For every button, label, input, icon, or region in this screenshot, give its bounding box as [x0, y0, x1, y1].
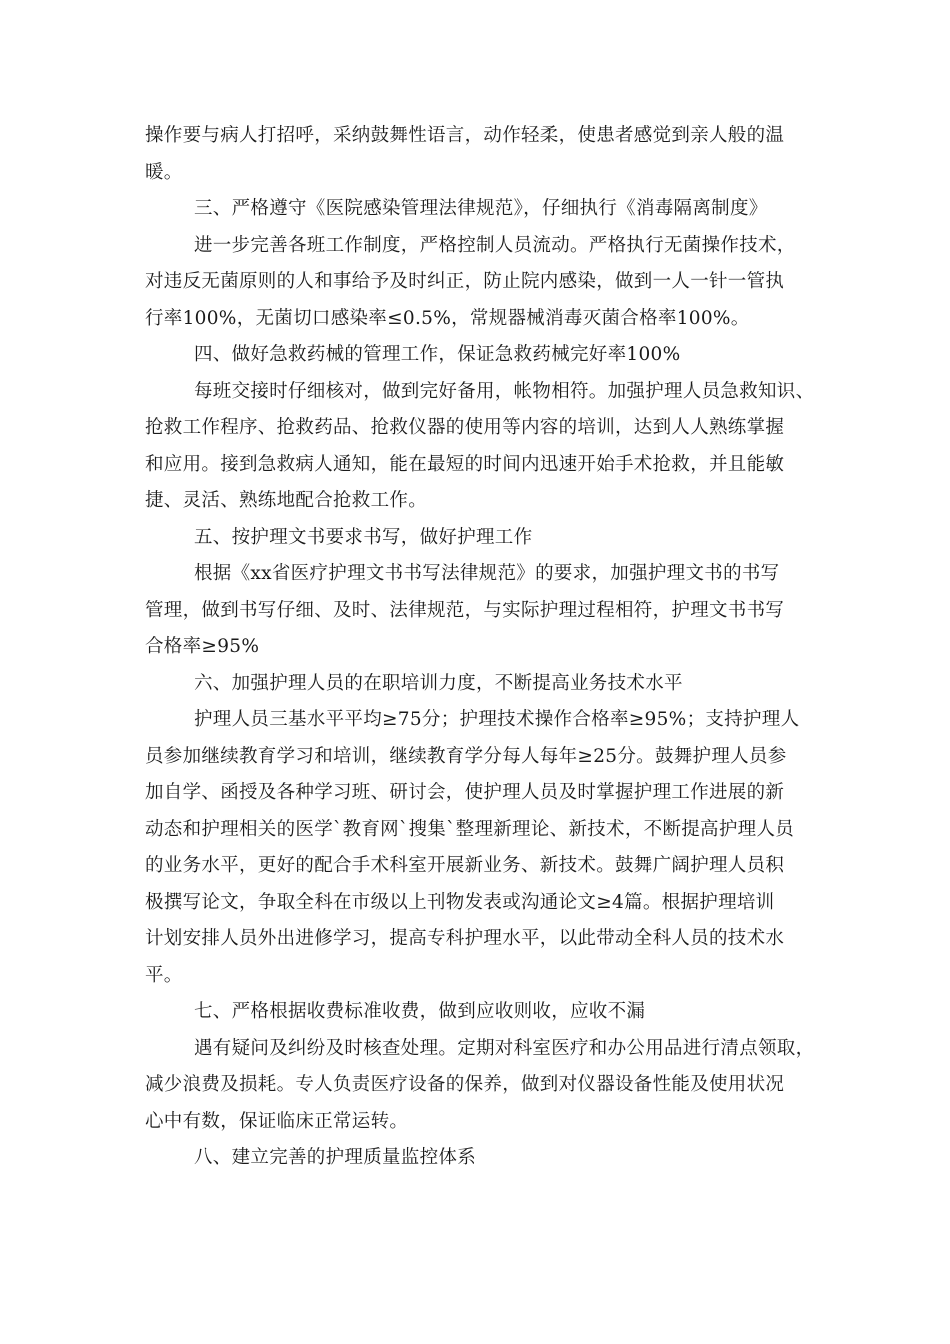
section-heading-7: 七、严格根据收费标准收费，做到应收则收，应收不漏: [194, 1001, 646, 1022]
text-line: 的业务水平，更好的配合手术科室开展新业务、新技术。鼓舞广阔护理人员积: [145, 855, 785, 876]
text-line: 动态和护理相关的医学`教育网`搜集`整理新理论、新技术，不断提高护理人员: [145, 819, 795, 840]
section-heading-4: 四、做好急救药械的管理工作，保证急救药械完好率100%: [194, 344, 681, 365]
text-line: 心中有数，保证临床正常运转。: [145, 1111, 409, 1132]
text-line: 和应用。接到急救病人通知，能在最短的时间内迅速开始手术抢救，并且能敏: [145, 454, 785, 475]
text-line: 减少浪费及损耗。专人负责医疗设备的保养，做到对仪器设备性能及使用状况: [145, 1074, 785, 1095]
text-line: 遇有疑问及纠纷及时核查处理。定期对科室医疗和办公用品进行清点领取，: [194, 1038, 815, 1059]
section-heading-3: 三、严格遵守《医院感染管理法律规范》，仔细执行《消毒隔离制度》: [194, 198, 768, 219]
text-line: 行率100%，无菌切口感染率≤0.5%，常规器械消毒灭菌合格率100%。: [145, 308, 750, 329]
text-line: 计划安排人员外出进修学习，提高专科护理水平，以此带动全科人员的技术水: [145, 928, 785, 949]
text-line: 每班交接时仔细核对，做到完好备用，帐物相符。加强护理人员急救知识、: [194, 381, 815, 402]
text-line: 根据《xx省医疗护理文书书写法律规范》的要求，加强护理文书的书写: [194, 563, 780, 584]
text-line: 加自学、函授及各种学习班、研讨会，使护理人员及时掌握护理工作进展的新: [145, 782, 785, 803]
text-line: 进一步完善各班工作制度，严格控制人员流动。严格执行无菌操作技术，: [194, 235, 796, 256]
text-line: 操作要与病人打招呼，采纳鼓舞性语言，动作轻柔，使患者感觉到亲人般的温: [145, 125, 785, 146]
text-line: 管理，做到书写仔细、及时、法律规范，与实际护理过程相符，护理文书书写: [145, 600, 785, 621]
text-line: 捷、灵活、熟练地配合抢救工作。: [145, 490, 428, 511]
section-heading-6: 六、加强护理人员的在职培训力度，不断提高业务技术水平: [194, 673, 683, 694]
text-line: 员参加继续教育学习和培训，继续教育学分每人每年≥25分。鼓舞护理人员参: [145, 746, 787, 767]
text-line: 平。: [145, 965, 183, 986]
text-line: 极撰写论文，争取全科在市级以上刊物发表或沟通论文≥4篇。根据护理培训: [145, 892, 775, 913]
text-line: 抢救工作程序、抢救药品、抢救仪器的使用等内容的培训，达到人人熟练掌握: [145, 417, 785, 438]
text-line: 合格率≥95%: [145, 636, 260, 657]
section-heading-8: 八、建立完善的护理质量监控体系: [194, 1147, 477, 1168]
text-line: 护理人员三基水平平均≥75分；护理技术操作合格率≥95%；支持护理人: [194, 709, 800, 730]
text-line: 暖。: [145, 162, 183, 183]
section-heading-5: 五、按护理文书要求书写，做好护理工作: [194, 527, 533, 548]
text-line: 对违反无菌原则的人和事给予及时纠正，防止院内感染，做到一人一针一管执: [145, 271, 785, 292]
